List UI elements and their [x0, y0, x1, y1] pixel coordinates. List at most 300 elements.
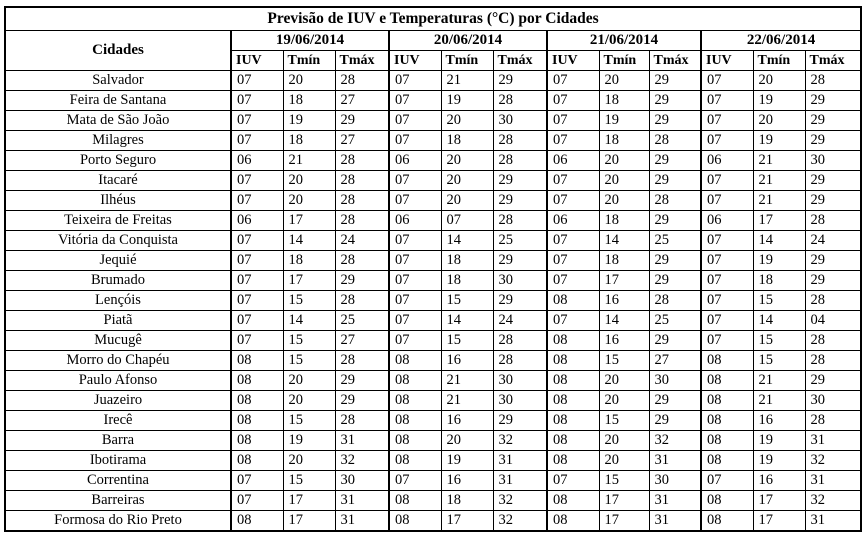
value-cell: 08 [701, 451, 753, 471]
value-cell: 15 [599, 471, 649, 491]
value-cell: 18 [441, 491, 493, 511]
value-cell: 28 [649, 131, 701, 151]
value-cell: 21 [753, 171, 805, 191]
table-title: Previsão de IUV e Temperaturas (°C) por Cidades [5, 7, 861, 31]
value-cell: 29 [805, 131, 861, 151]
value-cell: 16 [441, 471, 493, 491]
value-cell: 06 [231, 151, 283, 171]
value-cell: 07 [231, 311, 283, 331]
value-cell: 28 [335, 211, 389, 231]
value-cell: 28 [493, 351, 547, 371]
value-cell: 20 [599, 71, 649, 91]
value-cell: 07 [231, 71, 283, 91]
value-cell: 14 [599, 311, 649, 331]
value-cell: 18 [599, 211, 649, 231]
forecast-table [4, 6, 862, 532]
value-cell: 25 [649, 311, 701, 331]
value-cell: 29 [649, 91, 701, 111]
value-cell: 31 [649, 451, 701, 471]
value-cell: 07 [231, 471, 283, 491]
value-cell: 07 [701, 331, 753, 351]
value-cell: 07 [701, 231, 753, 251]
value-cell: 07 [701, 131, 753, 151]
value-cell: 20 [283, 171, 335, 191]
city-name: Mucugê [5, 331, 231, 351]
value-cell: 15 [753, 291, 805, 311]
value-cell: 32 [805, 491, 861, 511]
value-cell: 15 [599, 411, 649, 431]
value-cell: 07 [547, 171, 599, 191]
value-cell: 07 [701, 91, 753, 111]
value-cell: 08 [547, 511, 599, 532]
sub-header: IUV [231, 51, 283, 71]
value-cell: 28 [335, 351, 389, 371]
value-cell: 16 [441, 351, 493, 371]
value-cell: 08 [701, 371, 753, 391]
value-cell: 32 [493, 511, 547, 532]
value-cell: 29 [493, 251, 547, 271]
value-cell: 08 [389, 451, 441, 471]
value-cell: 08 [389, 351, 441, 371]
city-name: Lençóis [5, 291, 231, 311]
value-cell: 07 [701, 251, 753, 271]
value-cell: 08 [701, 351, 753, 371]
value-cell: 07 [701, 191, 753, 211]
value-cell: 08 [231, 351, 283, 371]
value-cell: 16 [753, 411, 805, 431]
table-row [5, 431, 861, 451]
value-cell: 08 [547, 291, 599, 311]
sub-header: Tmáx [335, 51, 389, 71]
sub-header: Tmáx [649, 51, 701, 71]
date-header: 22/06/2014 [701, 31, 861, 51]
value-cell: 07 [547, 251, 599, 271]
value-cell: 15 [441, 331, 493, 351]
value-cell: 19 [753, 451, 805, 471]
value-cell: 20 [283, 71, 335, 91]
value-cell: 17 [283, 271, 335, 291]
city-name: Formosa do Rio Preto [5, 511, 231, 532]
value-cell: 21 [753, 391, 805, 411]
value-cell: 08 [701, 431, 753, 451]
value-cell: 19 [283, 431, 335, 451]
value-cell: 07 [701, 291, 753, 311]
value-cell: 17 [599, 511, 649, 532]
value-cell: 08 [231, 431, 283, 451]
value-cell: 08 [701, 411, 753, 431]
value-cell: 28 [493, 131, 547, 151]
value-cell: 14 [753, 231, 805, 251]
value-cell: 07 [231, 331, 283, 351]
value-cell: 29 [493, 291, 547, 311]
city-name: Itacaré [5, 171, 231, 191]
sub-header: IUV [701, 51, 753, 71]
table-row [5, 411, 861, 431]
value-cell: 14 [283, 311, 335, 331]
value-cell: 21 [753, 151, 805, 171]
table-row [5, 71, 861, 91]
table-row [5, 91, 861, 111]
value-cell: 17 [283, 511, 335, 532]
value-cell: 19 [753, 251, 805, 271]
value-cell: 06 [701, 151, 753, 171]
value-cell: 29 [805, 91, 861, 111]
value-cell: 29 [493, 71, 547, 91]
value-cell: 07 [389, 471, 441, 491]
value-cell: 07 [389, 271, 441, 291]
value-cell: 14 [441, 311, 493, 331]
value-cell: 28 [805, 411, 861, 431]
value-cell: 07 [547, 471, 599, 491]
value-cell: 21 [441, 391, 493, 411]
title-row [5, 7, 861, 31]
value-cell: 08 [547, 371, 599, 391]
city-name: Morro do Chapéu [5, 351, 231, 371]
value-cell: 18 [283, 91, 335, 111]
value-cell: 07 [547, 311, 599, 331]
value-cell: 29 [335, 271, 389, 291]
value-cell: 15 [283, 471, 335, 491]
value-cell: 28 [649, 291, 701, 311]
value-cell: 15 [283, 331, 335, 351]
table-row [5, 471, 861, 491]
table-row [5, 451, 861, 471]
value-cell: 08 [389, 391, 441, 411]
value-cell: 14 [599, 231, 649, 251]
value-cell: 18 [441, 131, 493, 151]
value-cell: 27 [335, 131, 389, 151]
value-cell: 08 [547, 331, 599, 351]
sub-header: Tmáx [493, 51, 547, 71]
value-cell: 18 [599, 91, 649, 111]
table-row [5, 371, 861, 391]
value-cell: 18 [283, 131, 335, 151]
value-cell: 17 [753, 211, 805, 231]
value-cell: 29 [649, 411, 701, 431]
city-name: Juazeiro [5, 391, 231, 411]
value-cell: 14 [441, 231, 493, 251]
value-cell: 08 [389, 411, 441, 431]
date-header: 19/06/2014 [231, 31, 389, 51]
value-cell: 07 [389, 251, 441, 271]
value-cell: 07 [701, 471, 753, 491]
value-cell: 07 [231, 91, 283, 111]
value-cell: 06 [389, 211, 441, 231]
value-cell: 20 [599, 431, 649, 451]
city-name: Mata de São João [5, 111, 231, 131]
value-cell: 30 [493, 391, 547, 411]
forecast-table-container [4, 6, 862, 532]
value-cell: 20 [283, 191, 335, 211]
value-cell: 16 [599, 291, 649, 311]
value-cell: 07 [389, 91, 441, 111]
value-cell: 08 [547, 351, 599, 371]
value-cell: 31 [805, 511, 861, 532]
value-cell: 28 [649, 191, 701, 211]
value-cell: 28 [805, 291, 861, 311]
value-cell: 07 [231, 191, 283, 211]
value-cell: 07 [547, 111, 599, 131]
value-cell: 25 [335, 311, 389, 331]
value-cell: 19 [753, 131, 805, 151]
value-cell: 18 [441, 271, 493, 291]
value-cell: 20 [441, 191, 493, 211]
sub-header: Tmín [753, 51, 805, 71]
table-row [5, 251, 861, 271]
value-cell: 17 [283, 211, 335, 231]
city-name: Ilhéus [5, 191, 231, 211]
value-cell: 20 [441, 431, 493, 451]
city-name: Ibotirama [5, 451, 231, 471]
value-cell: 20 [753, 71, 805, 91]
value-cell: 07 [389, 291, 441, 311]
value-cell: 08 [701, 511, 753, 532]
value-cell: 17 [599, 271, 649, 291]
sub-header: Tmáx [805, 51, 861, 71]
value-cell: 08 [231, 511, 283, 532]
sub-header: Tmín [441, 51, 493, 71]
value-cell: 08 [231, 371, 283, 391]
value-cell: 15 [599, 351, 649, 371]
city-name: Porto Seguro [5, 151, 231, 171]
value-cell: 31 [335, 511, 389, 532]
value-cell: 08 [547, 451, 599, 471]
value-cell: 08 [701, 391, 753, 411]
value-cell: 21 [283, 151, 335, 171]
value-cell: 31 [805, 431, 861, 451]
value-cell: 19 [753, 91, 805, 111]
value-cell: 07 [389, 311, 441, 331]
value-cell: 24 [805, 231, 861, 251]
value-cell: 29 [649, 391, 701, 411]
value-cell: 28 [493, 91, 547, 111]
city-name: Feira de Santana [5, 91, 231, 111]
value-cell: 31 [649, 511, 701, 532]
value-cell: 24 [493, 311, 547, 331]
value-cell: 07 [389, 171, 441, 191]
value-cell: 20 [599, 391, 649, 411]
value-cell: 30 [649, 371, 701, 391]
table-row [5, 271, 861, 291]
value-cell: 29 [335, 111, 389, 131]
value-cell: 06 [231, 211, 283, 231]
value-cell: 19 [599, 111, 649, 131]
value-cell: 19 [283, 111, 335, 131]
value-cell: 07 [441, 211, 493, 231]
value-cell: 28 [335, 191, 389, 211]
value-cell: 21 [441, 371, 493, 391]
value-cell: 20 [599, 171, 649, 191]
value-cell: 08 [231, 451, 283, 471]
value-cell: 28 [493, 151, 547, 171]
value-cell: 08 [231, 391, 283, 411]
table-row [5, 331, 861, 351]
value-cell: 28 [493, 331, 547, 351]
value-cell: 29 [805, 251, 861, 271]
value-cell: 07 [231, 231, 283, 251]
value-cell: 25 [649, 231, 701, 251]
value-cell: 08 [389, 491, 441, 511]
table-body [5, 71, 861, 532]
sub-header: IUV [547, 51, 599, 71]
value-cell: 28 [805, 211, 861, 231]
city-column-header: Cidades [5, 31, 231, 71]
table-row [5, 311, 861, 331]
date-header-row [5, 31, 861, 51]
value-cell: 32 [493, 491, 547, 511]
value-cell: 20 [753, 111, 805, 131]
value-cell: 19 [753, 431, 805, 451]
table-row [5, 391, 861, 411]
table-row [5, 171, 861, 191]
city-name: Correntina [5, 471, 231, 491]
value-cell: 32 [805, 451, 861, 471]
city-name: Barreiras [5, 491, 231, 511]
value-cell: 28 [493, 211, 547, 231]
value-cell: 17 [599, 491, 649, 511]
value-cell: 20 [283, 451, 335, 471]
value-cell: 07 [389, 131, 441, 151]
value-cell: 28 [335, 171, 389, 191]
value-cell: 16 [753, 471, 805, 491]
value-cell: 08 [701, 491, 753, 511]
value-cell: 31 [335, 491, 389, 511]
value-cell: 08 [389, 371, 441, 391]
table-row [5, 211, 861, 231]
value-cell: 07 [547, 231, 599, 251]
value-cell: 19 [441, 451, 493, 471]
value-cell: 07 [389, 231, 441, 251]
value-cell: 08 [547, 391, 599, 411]
value-cell: 29 [335, 391, 389, 411]
value-cell: 20 [441, 151, 493, 171]
value-cell: 18 [599, 131, 649, 151]
value-cell: 07 [389, 191, 441, 211]
value-cell: 31 [493, 471, 547, 491]
value-cell: 08 [389, 431, 441, 451]
value-cell: 07 [701, 171, 753, 191]
value-cell: 07 [389, 331, 441, 351]
value-cell: 30 [335, 471, 389, 491]
value-cell: 07 [231, 491, 283, 511]
sub-header: Tmín [599, 51, 649, 71]
city-name: Piatã [5, 311, 231, 331]
value-cell: 07 [389, 111, 441, 131]
value-cell: 04 [805, 311, 861, 331]
value-cell: 20 [599, 371, 649, 391]
value-cell: 07 [547, 71, 599, 91]
table-row [5, 511, 861, 532]
value-cell: 28 [335, 71, 389, 91]
value-cell: 18 [441, 251, 493, 271]
value-cell: 08 [389, 511, 441, 532]
value-cell: 06 [389, 151, 441, 171]
table-row [5, 151, 861, 171]
value-cell: 30 [493, 371, 547, 391]
city-name: Brumado [5, 271, 231, 291]
value-cell: 07 [701, 111, 753, 131]
city-name: Barra [5, 431, 231, 451]
value-cell: 16 [441, 411, 493, 431]
value-cell: 28 [805, 71, 861, 91]
value-cell: 25 [493, 231, 547, 251]
value-cell: 32 [335, 451, 389, 471]
value-cell: 28 [335, 151, 389, 171]
value-cell: 29 [649, 271, 701, 291]
city-name: Vitória da Conquista [5, 231, 231, 251]
value-cell: 27 [335, 331, 389, 351]
table-row [5, 351, 861, 371]
value-cell: 06 [547, 211, 599, 231]
city-name: Irecê [5, 411, 231, 431]
value-cell: 07 [231, 271, 283, 291]
value-cell: 20 [283, 391, 335, 411]
value-cell: 31 [493, 451, 547, 471]
value-cell: 29 [335, 371, 389, 391]
value-cell: 27 [649, 351, 701, 371]
value-cell: 20 [599, 151, 649, 171]
value-cell: 30 [805, 391, 861, 411]
date-header: 20/06/2014 [389, 31, 547, 51]
value-cell: 07 [231, 131, 283, 151]
value-cell: 31 [335, 431, 389, 451]
value-cell: 29 [805, 271, 861, 291]
table-row [5, 491, 861, 511]
value-cell: 20 [441, 171, 493, 191]
value-cell: 29 [493, 191, 547, 211]
value-cell: 20 [283, 371, 335, 391]
value-cell: 18 [283, 251, 335, 271]
value-cell: 28 [335, 411, 389, 431]
value-cell: 29 [649, 111, 701, 131]
value-cell: 29 [805, 191, 861, 211]
sub-header: IUV [389, 51, 441, 71]
value-cell: 07 [389, 71, 441, 91]
value-cell: 20 [441, 111, 493, 131]
value-cell: 14 [283, 231, 335, 251]
city-name: Milagres [5, 131, 231, 151]
city-name: Teixeira de Freitas [5, 211, 231, 231]
value-cell: 14 [753, 311, 805, 331]
value-cell: 17 [753, 511, 805, 532]
value-cell: 28 [805, 351, 861, 371]
value-cell: 29 [649, 331, 701, 351]
value-cell: 29 [805, 171, 861, 191]
value-cell: 06 [701, 211, 753, 231]
value-cell: 07 [701, 71, 753, 91]
value-cell: 20 [599, 451, 649, 471]
table-row [5, 231, 861, 251]
value-cell: 29 [805, 111, 861, 131]
value-cell: 15 [283, 411, 335, 431]
value-cell: 29 [649, 211, 701, 231]
value-cell: 21 [441, 71, 493, 91]
value-cell: 15 [441, 291, 493, 311]
sub-header: Tmín [283, 51, 335, 71]
value-cell: 29 [493, 411, 547, 431]
value-cell: 29 [805, 371, 861, 391]
value-cell: 29 [649, 151, 701, 171]
value-cell: 08 [231, 411, 283, 431]
value-cell: 30 [493, 271, 547, 291]
table-row [5, 191, 861, 211]
value-cell: 07 [547, 191, 599, 211]
value-cell: 29 [649, 171, 701, 191]
value-cell: 21 [753, 371, 805, 391]
city-name: Jequié [5, 251, 231, 271]
value-cell: 24 [335, 231, 389, 251]
value-cell: 07 [231, 171, 283, 191]
